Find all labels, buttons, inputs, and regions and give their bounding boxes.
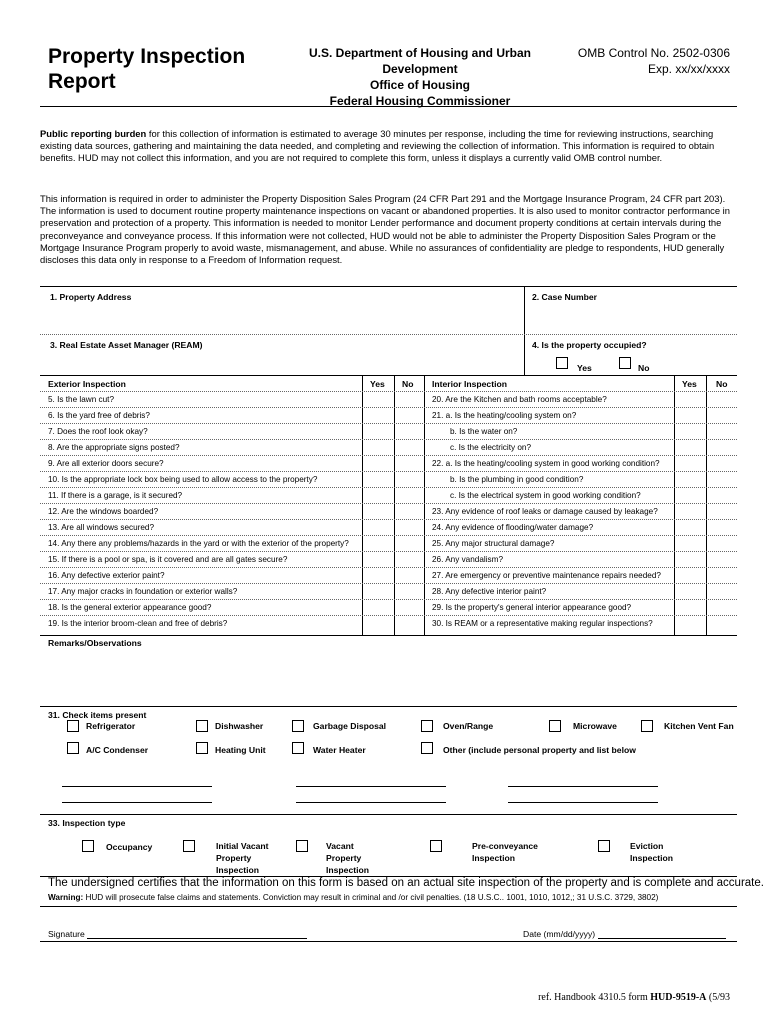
interior-no-cell[interactable]	[707, 520, 737, 534]
list-line-1a[interactable]	[62, 786, 212, 787]
refrigerator-label: Refrigerator	[86, 721, 136, 731]
heating-unit-checkbox[interactable]	[196, 742, 208, 754]
agency-block: U.S. Department of Housing and Urban Development Office of Housing Federal Housing Commissioner	[308, 46, 531, 108]
signature-bottom-rule	[40, 941, 737, 942]
table-top-rule	[40, 375, 737, 376]
kitchen-vent-fan-checkbox[interactable]	[641, 720, 653, 732]
exterior-yes-cell[interactable]	[363, 520, 393, 534]
interior-question: 22. a. Is the heating/cooling system in good working condition?	[432, 459, 660, 468]
interior-yes-header: Yes	[682, 379, 697, 389]
interior-yes-cell[interactable]	[675, 488, 705, 502]
check-items-top-rule	[40, 706, 737, 707]
preconveyance-checkbox[interactable]	[430, 840, 442, 852]
water-heater-label: Water Heater	[313, 745, 366, 755]
initial-vacant-label: Initial Vacant Property Inspection	[216, 841, 269, 875]
warning-statement: Warning: HUD will prosecute false claims and statements. Conviction may result in criminal and /or civil penalties. (18 U.S.C.. 1001, 1010, 1012,; 31 U.S.C. 3729, 3802)	[48, 893, 659, 902]
exterior-no-cell[interactable]	[395, 440, 425, 454]
exterior-question: 17. Any major cracks in foundation or exterior walls?	[48, 587, 238, 596]
interior-no-cell[interactable]	[707, 408, 737, 422]
remarks-label: Remarks/Observations	[48, 638, 142, 648]
interior-yes-cell[interactable]	[675, 472, 705, 486]
inspection-type-title: 33. Inspection type	[48, 818, 126, 828]
interior-no-cell[interactable]	[707, 552, 737, 566]
exterior-question: 11. If there is a garage, is it secured?	[48, 491, 183, 500]
inspection-type-top-rule	[40, 814, 737, 815]
exterior-no-cell[interactable]	[395, 616, 425, 630]
dishwasher-label: Dishwasher	[215, 721, 264, 731]
exterior-yes-cell[interactable]	[363, 392, 393, 406]
exterior-no-cell[interactable]	[395, 600, 425, 614]
ream-label: 3. Real Estate Asset Manager (REAM)	[50, 340, 203, 350]
exterior-yes-cell[interactable]	[363, 456, 393, 470]
header-divider	[40, 106, 737, 107]
interior-yes-cell[interactable]	[675, 616, 705, 630]
interior-no-cell[interactable]	[707, 392, 737, 406]
fields-mid-rule	[40, 334, 737, 335]
exterior-no-cell[interactable]	[395, 392, 425, 406]
interior-no-cell[interactable]	[707, 600, 737, 614]
ac-condenser-label: A/C Condenser	[86, 745, 149, 755]
interior-no-cell[interactable]	[707, 568, 737, 582]
interior-no-cell[interactable]	[707, 616, 737, 630]
exterior-question: 6. Is the yard free of debris?	[48, 411, 150, 420]
interior-yes-cell[interactable]	[675, 392, 705, 406]
interior-no-cell[interactable]	[707, 424, 737, 438]
interior-yes-cell[interactable]	[675, 584, 705, 598]
fields-divider	[524, 286, 525, 375]
dishwasher-checkbox[interactable]	[196, 720, 208, 732]
exterior-question: 8. Are the appropriate signs posted?	[48, 443, 180, 452]
interior-question: 30. Is REAM or a representative making regular inspections?	[432, 619, 653, 628]
exterior-yes-cell[interactable]	[363, 504, 393, 518]
exterior-no-cell[interactable]	[395, 488, 425, 502]
exterior-no-cell[interactable]	[395, 584, 425, 598]
interior-no-cell[interactable]	[707, 536, 737, 550]
exterior-yes-cell[interactable]	[363, 584, 393, 598]
interior-question: 27. Are emergency or preventive maintenance repairs needed?	[432, 571, 661, 580]
occupied-label: 4. Is the property occupied?	[532, 340, 647, 350]
check-items-title: 31. Check items present	[48, 710, 147, 720]
purpose-statement: This information is required in order to administer the Property Disposition Sales Program (24 CFR Part 291 and the Mortgage Insurance Program, 24 CFR part 203). The information is used to document routine property maintenance inspections on vacant or abandoned properties. It is also used to monitor contractor performance in preservation and protection of a property. This information is needed to monitor Lender performance and document property conditions at certain intervals during the preconveyance and conveyance process. If this information were not collected, HUD would not be able to administer the Property Disposition Sales Program or the Mortgage Insurance Program properly to avoid waste, mismanagement, and abuse. While no assurances of confidentiality are pledge to respondents, HUD generally discloses this data only in response to a Freedom of Information request.	[40, 193, 730, 266]
fields-top-rule	[40, 286, 737, 287]
occupied-no-checkbox[interactable]	[619, 357, 631, 369]
exterior-yes-cell[interactable]	[363, 424, 393, 438]
interior-no-cell[interactable]	[707, 440, 737, 454]
interior-question: 28. Any defective interior paint?	[432, 587, 547, 596]
water-heater-checkbox[interactable]	[292, 742, 304, 754]
interior-question: 25. Any major structural damage?	[432, 539, 555, 548]
interior-question: 20. Are the Kitchen and bath rooms acceptable?	[432, 395, 607, 404]
exterior-no-cell[interactable]	[395, 456, 425, 470]
interior-yes-cell[interactable]	[675, 424, 705, 438]
interior-no-header: No	[716, 379, 728, 389]
date-line[interactable]	[598, 938, 726, 939]
oven-range-label: Oven/Range	[443, 721, 494, 731]
interior-yes-cell[interactable]	[675, 504, 705, 518]
interior-question: b. Is the plumbing in good condition?	[450, 475, 584, 484]
other-checkbox[interactable]	[421, 742, 433, 754]
occupied-no-label: No	[638, 363, 650, 373]
exterior-question: 9. Are all exterior doors secure?	[48, 459, 164, 468]
microwave-label: Microwave	[573, 721, 617, 731]
interior-question: 26. Any vandalism?	[432, 555, 504, 564]
exterior-question: 13. Are all windows secured?	[48, 523, 155, 532]
exterior-no-header: No	[402, 379, 414, 389]
interior-question: 21. a. Is the heating/cooling system on?	[432, 411, 577, 420]
exterior-no-cell[interactable]	[395, 408, 425, 422]
signature-line[interactable]	[87, 938, 307, 939]
occupied-yes-label: Yes	[577, 363, 592, 373]
form-footer: ref. Handbook 4310.5 form HUD-9519-A (5/93	[538, 992, 730, 1003]
exterior-question: 5. Is the lawn cut?	[48, 395, 114, 404]
interior-yes-cell[interactable]	[675, 408, 705, 422]
microwave-checkbox[interactable]	[549, 720, 561, 732]
exterior-yes-header: Yes	[370, 379, 385, 389]
interior-yes-cell[interactable]	[675, 520, 705, 534]
property-address-label: 1. Property Address	[50, 292, 132, 302]
interior-yes-cell[interactable]	[675, 552, 705, 566]
occupancy-checkbox[interactable]	[82, 840, 94, 852]
list-line-2b[interactable]	[296, 802, 446, 803]
interior-question: 29. Is the property's general interior appearance good?	[432, 603, 632, 612]
exterior-question: 16. Any defective exterior paint?	[48, 571, 165, 580]
interior-yes-cell[interactable]	[675, 440, 705, 454]
exterior-question: 14. Any there any problems/hazards in the yard or with the exterior of the property?	[48, 539, 349, 548]
exterior-yes-cell[interactable]	[363, 568, 393, 582]
interior-question: c. Is the electricity on?	[450, 443, 531, 452]
exterior-inspection-header: Exterior Inspection	[48, 379, 126, 389]
exterior-question: 18. Is the general exterior appearance good?	[48, 603, 212, 612]
interior-no-cell[interactable]	[707, 472, 737, 486]
exterior-no-cell[interactable]	[395, 552, 425, 566]
burden-statement: Public reporting burden for this collection of information is estimated to average 30 minutes per response, including the time for reviewing instructions, searching existing data sources, gathering and maintaining the data needed, and completing and reviewing the collection of information. This information is required to obtain benefits. HUD may not collect this information, and you are not required to complete this form, unless it displays a currently valid OMB control number.	[40, 128, 715, 164]
exterior-question: 15. If there is a pool or spa, is it covered and are all gates secure?	[48, 555, 288, 564]
list-line-2c[interactable]	[508, 802, 658, 803]
case-number-label: 2. Case Number	[532, 292, 597, 302]
exterior-yes-cell[interactable]	[363, 472, 393, 486]
signature-top-rule	[40, 906, 737, 907]
interior-no-cell[interactable]	[707, 584, 737, 598]
list-line-1c[interactable]	[508, 786, 658, 787]
oven-range-checkbox[interactable]	[421, 720, 433, 732]
eviction-checkbox[interactable]	[598, 840, 610, 852]
exterior-no-cell[interactable]	[395, 504, 425, 518]
interior-inspection-header: Interior Inspection	[432, 379, 507, 389]
exterior-question: 19. Is the interior broom-clean and free of debris?	[48, 619, 228, 628]
exterior-question: 7. Does the roof look okay?	[48, 427, 148, 436]
occupied-yes-checkbox[interactable]	[556, 357, 568, 369]
ac-condenser-checkbox[interactable]	[67, 742, 79, 754]
heating-unit-label: Heating Unit	[215, 745, 266, 755]
omb-control-block: OMB Control No. 2502-0306 Exp. xx/xx/xxxx	[577, 46, 730, 76]
other-label: Other (include personal property and list below	[443, 745, 636, 755]
exterior-no-cell[interactable]	[395, 424, 425, 438]
exterior-no-cell[interactable]	[395, 472, 425, 486]
exterior-yes-cell[interactable]	[363, 536, 393, 550]
exterior-no-cell[interactable]	[395, 520, 425, 534]
certification-statement: The undersigned certifies that the information on this form is based on an actual site inspection of the property and is complete and accurate.	[48, 877, 764, 889]
exterior-question: 12. Are the windows boarded?	[48, 507, 159, 516]
occupancy-label: Occupancy	[106, 842, 153, 852]
eviction-label: Eviction Inspection	[630, 841, 673, 863]
date-label: Date (mm/dd/yyyy)	[523, 929, 596, 939]
interior-question: b. Is the water on?	[450, 427, 518, 436]
interior-no-cell[interactable]	[707, 504, 737, 518]
interior-question: 23. Any evidence of roof leaks or damage caused by leakage?	[432, 507, 658, 516]
kitchen-vent-fan-label: Kitchen Vent Fan	[664, 721, 734, 731]
exterior-yes-cell[interactable]	[363, 408, 393, 422]
exterior-yes-cell[interactable]	[363, 600, 393, 614]
vacant-checkbox[interactable]	[296, 840, 308, 852]
exterior-no-cell[interactable]	[395, 568, 425, 582]
garbage-disposal-label: Garbage Disposal	[313, 721, 387, 731]
exterior-yes-cell[interactable]	[363, 488, 393, 502]
signature-label: Signature	[48, 929, 85, 939]
form-title: Property Inspection Report	[48, 45, 246, 93]
interior-yes-cell[interactable]	[675, 568, 705, 582]
vacant-label: Vacant Property Inspection	[326, 841, 369, 875]
exterior-yes-cell[interactable]	[363, 552, 393, 566]
preconveyance-label: Pre-conveyance Inspection	[472, 841, 538, 863]
interior-no-cell[interactable]	[707, 456, 737, 470]
exterior-yes-cell[interactable]	[363, 616, 393, 630]
interior-no-cell[interactable]	[707, 488, 737, 502]
list-line-2a[interactable]	[62, 802, 212, 803]
interior-question: 24. Any evidence of flooding/water damage?	[432, 523, 594, 532]
exterior-no-cell[interactable]	[395, 536, 425, 550]
interior-question: c. Is the electrical system in good working condition?	[450, 491, 641, 500]
interior-yes-cell[interactable]	[675, 536, 705, 550]
interior-yes-cell[interactable]	[675, 600, 705, 614]
refrigerator-checkbox[interactable]	[67, 720, 79, 732]
table-bottom-rule	[40, 635, 737, 636]
initial-vacant-checkbox[interactable]	[183, 840, 195, 852]
list-line-1b[interactable]	[296, 786, 446, 787]
interior-yes-cell[interactable]	[675, 456, 705, 470]
exterior-yes-cell[interactable]	[363, 440, 393, 454]
exterior-question: 10. Is the appropriate lock box being used to allow access to the property?	[48, 475, 318, 484]
garbage-disposal-checkbox[interactable]	[292, 720, 304, 732]
